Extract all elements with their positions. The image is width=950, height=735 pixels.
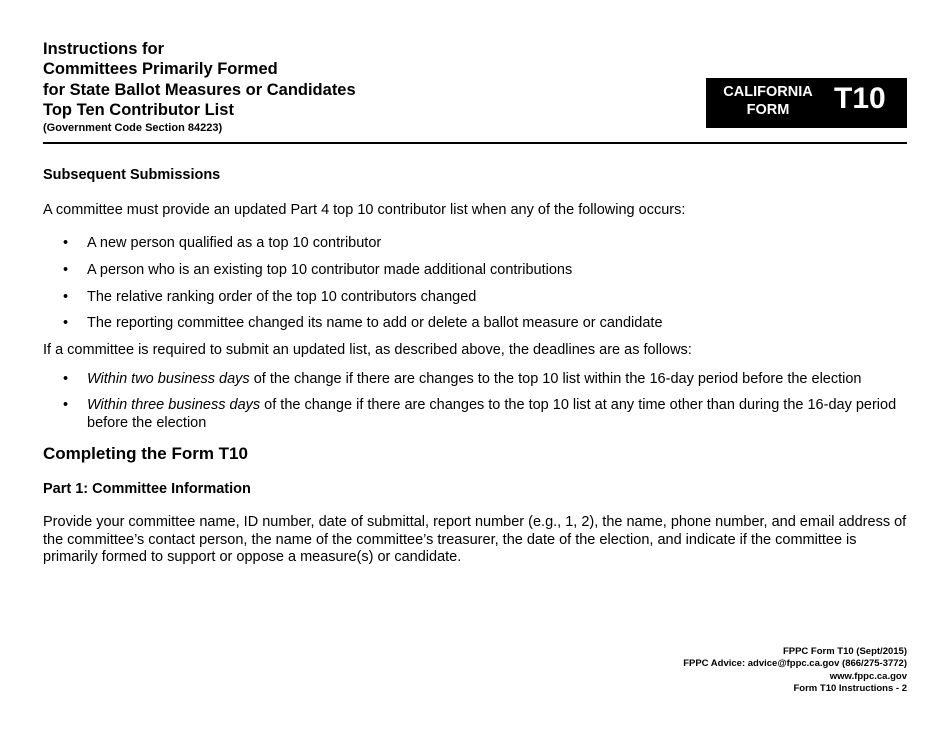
badge-line1: CALIFORNIA (723, 84, 813, 100)
list-item-text: The relative ranking order of the top 10 contributors changed (87, 289, 477, 305)
title-line: Instructions for (43, 40, 165, 58)
list-item-text (87, 397, 903, 432)
bullet-icon: • (63, 289, 69, 305)
footer-line: www.fppc.ca.gov (829, 670, 907, 682)
section-heading-completing: Completing the Form T10 (43, 444, 248, 463)
emphasis: Within three business days (87, 397, 261, 413)
footer-line: FPPC Form T10 (Sept/2015) (782, 646, 907, 657)
footer (683, 646, 907, 695)
list-item-text: A person who is an existing top 10 contributor made additional contributions (87, 262, 573, 278)
title-line: Top Ten Contributor List (43, 100, 234, 119)
title-line: for State Ballot Measures or Candidates (43, 80, 356, 99)
bullet-icon: • (63, 235, 69, 251)
title-line: Committees Primarily Formed (43, 60, 278, 79)
list-item-text: A new person qualified as a top 10 contributor (87, 235, 382, 251)
part1-heading: Part 1: Committee Information (43, 481, 251, 497)
bullet-icon: • (63, 397, 69, 413)
bullet-icon: • (63, 315, 69, 331)
paragraph: A committee must provide an updated Part 4 top 10 contributor list when any of the following occurs: (43, 202, 686, 218)
header-divider (43, 142, 907, 144)
badge-label (706, 83, 830, 119)
document-title (43, 39, 356, 120)
text: of the change if there are changes to the top 10 list within the 16-day period before the election (249, 371, 862, 387)
form-badge (706, 78, 907, 128)
footer-line: FPPC Advice: advice@fppc.ca.gov (866/275-3772) (683, 658, 907, 670)
paragraph: If a committee is required to submit an updated list, as described above, the deadlines are as follows: (43, 342, 692, 358)
badge-form-number: T10 (834, 82, 886, 115)
government-code: (Government Code Section 84223) (43, 122, 223, 134)
list-item-text (87, 371, 903, 389)
bullet-icon: • (63, 371, 69, 387)
list-item-text: The reporting committee changed its name to add or delete a ballot measure or candidate (87, 315, 663, 331)
bullet-icon: • (63, 262, 69, 278)
emphasis: Within two business days (87, 371, 250, 387)
paragraph: Provide your committee name, ID number, date of submittal, report number (e.g., 1, 2), the name, phone number, and email address of the committee’s contact person, the name of the committee’s treasurer, the date of the election, and indicate if the committee is primarily formed to support or oppose a measure(s) or candidate. (43, 514, 907, 565)
text: of the change if there are changes to the top 10 list at any time other than during the 16-day period before the election (87, 397, 897, 431)
section-heading-subsequent: Subsequent Submissions (43, 167, 221, 183)
footer-line: Form T10 Instructions - 2 (793, 682, 907, 694)
badge-line2: FORM (746, 102, 790, 118)
